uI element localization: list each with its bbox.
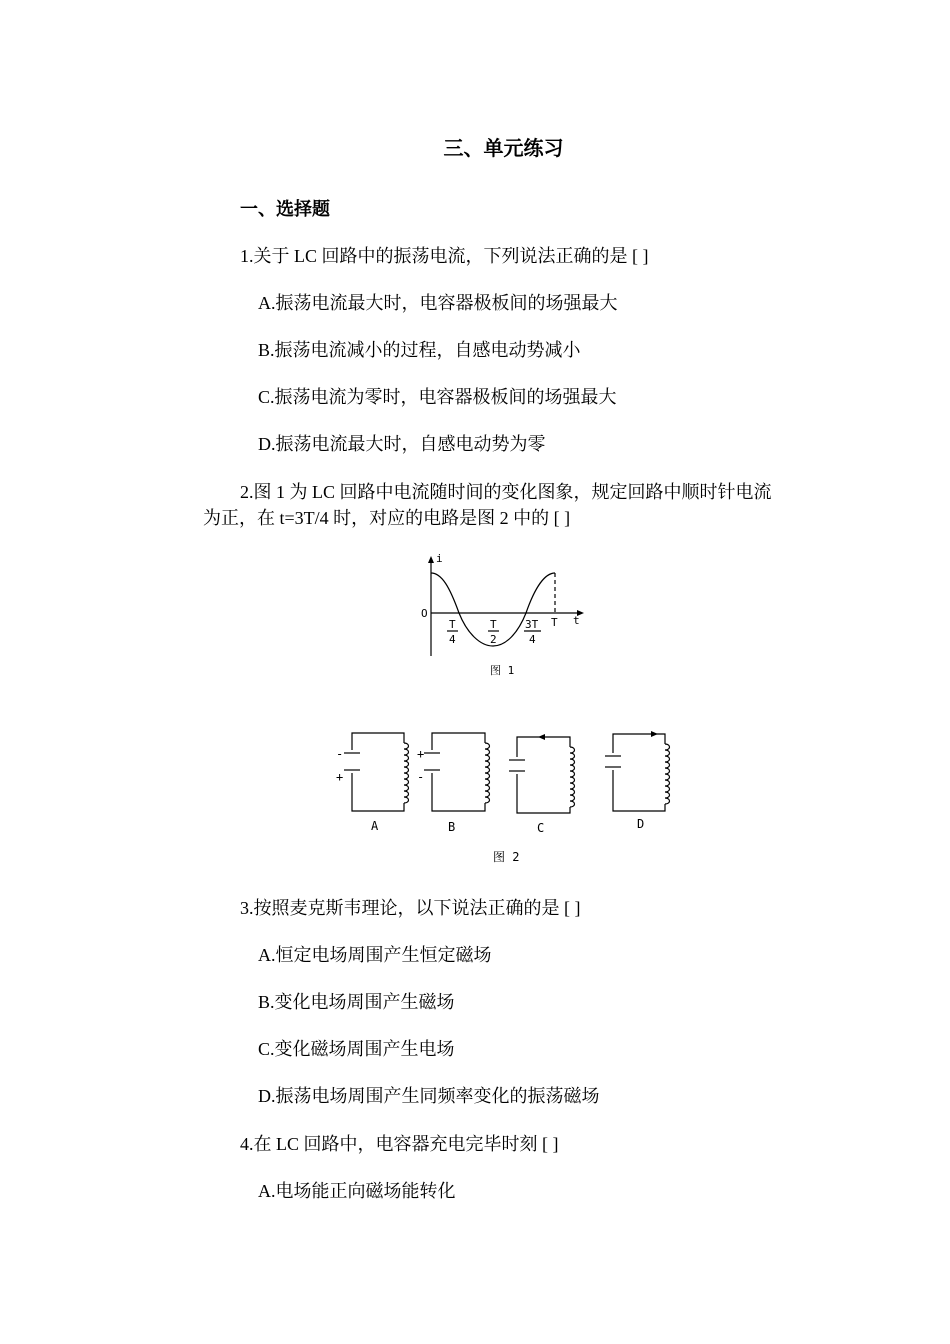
question-1-option-c: C.振荡电流为零时，电容器极板间的场强最大 — [258, 387, 617, 407]
question-2-stem-line1: 2.图 1 为 LC 回路中电流随时间的变化图象，规定回路中顺时针电流 — [240, 482, 772, 502]
question-1-option-b: B.振荡电流减小的过程，自感电动势减小 — [258, 340, 581, 360]
circuit-a-top-sign: - — [336, 747, 344, 761]
circuit-b-label: B — [448, 820, 456, 834]
figure-1-caption: 图 1 — [490, 664, 515, 677]
tick-label-t-1: T — [449, 618, 456, 631]
tick-label-t-2: T — [490, 618, 497, 631]
figure-1-current-graph — [412, 548, 592, 682]
circuit-d-label: D — [637, 817, 645, 831]
tick-label-4-1: 4 — [449, 633, 456, 646]
question-1-option-d: D.振荡电流最大时，自感电动势为零 — [258, 434, 546, 454]
origin-label: O — [421, 607, 428, 620]
circuit-b-top-sign: + — [417, 747, 425, 761]
tick-label-2: 2 — [490, 633, 497, 646]
circuit-c — [509, 734, 575, 813]
question-1-stem: 1.关于 LC 回路中的振荡电流，下列说法正确的是 [ ] — [240, 246, 649, 266]
question-3-option-d: D.振荡电场周围产生同频率变化的振荡磁场 — [258, 1086, 600, 1106]
figure-2-circuits — [330, 725, 680, 870]
question-1-option-a: A.振荡电流最大时，电容器极板间的场强最大 — [258, 293, 618, 313]
t-axis-label: t — [573, 614, 580, 627]
tick-label-period: T — [551, 616, 558, 629]
figure-2-caption: 图 2 — [493, 850, 520, 864]
section-heading: 一、选择题 — [240, 199, 330, 219]
current-arrow-left — [538, 734, 545, 740]
page-title: 三、单元练习 — [443, 138, 564, 160]
question-3-option-b: B.变化电场周围产生磁场 — [258, 992, 455, 1012]
circuit-b-bottom-sign: - — [417, 770, 425, 784]
i-axis-label: i — [436, 552, 443, 565]
circuit-b — [424, 733, 490, 811]
question-4-stem: 4.在 LC 回路中，电容器充电完毕时刻 [ ] — [240, 1134, 559, 1154]
circuit-a — [344, 733, 409, 811]
circuit-a-bottom-sign: + — [336, 770, 344, 784]
circuit-c-label: C — [537, 821, 545, 835]
question-2-stem-line2: 为正，在 t=3T/4 时，对应的电路是图 2 中的 [ ] — [203, 508, 571, 528]
question-3-option-a: A.恒定电场周围产生恒定磁场 — [258, 945, 492, 965]
tick-label-4-2: 4 — [529, 633, 536, 646]
i-axis-arrow — [428, 556, 434, 563]
current-arrow-right — [651, 731, 658, 737]
question-4-option-a: A.电场能正向磁场能转化 — [258, 1181, 456, 1201]
circuit-a-label: A — [371, 819, 379, 833]
tick-label-3t: 3T — [525, 618, 539, 631]
circuit-d — [605, 731, 670, 811]
question-3-stem: 3.按照麦克斯韦理论，以下说法正确的是 [ ] — [240, 898, 581, 918]
question-3-option-c: C.变化磁场周围产生电场 — [258, 1039, 455, 1059]
